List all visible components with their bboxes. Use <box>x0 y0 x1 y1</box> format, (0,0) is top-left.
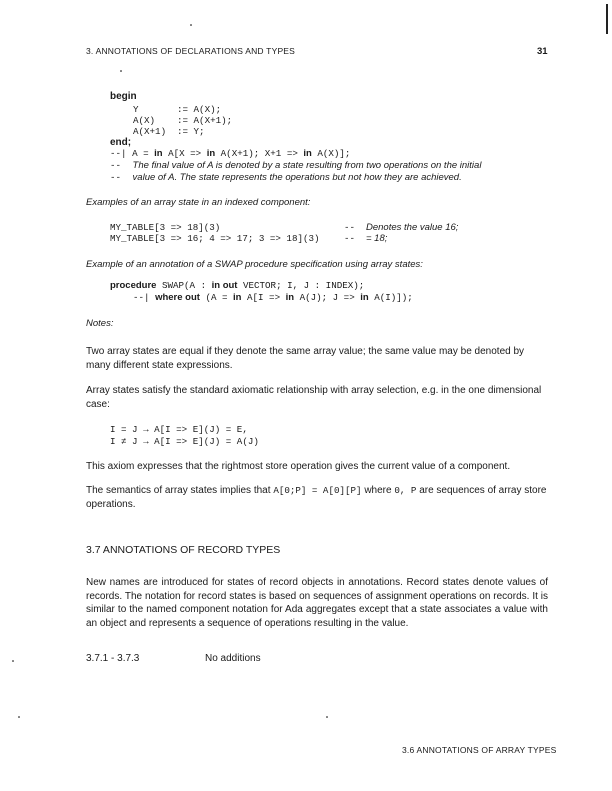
notes-paragraph-2: Array states satisfy the standard axiomatic relationship with array selection, e.g. in the one dimensional case: <box>86 385 542 410</box>
scan-speck <box>326 716 328 718</box>
code-comment-2: -- value of A. The state represents the operations but not how they are achieved. <box>110 172 462 183</box>
page-number: 31 <box>537 46 548 57</box>
example-line-2-comment: = 18; <box>366 233 388 244</box>
running-footer: 3.6 ANNOTATIONS OF ARRAY TYPES <box>402 745 557 755</box>
subsection-text: No additions <box>205 653 261 664</box>
code-end: end; <box>110 137 132 148</box>
notes-paragraph-4: The semantics of array states implies that A[0;P] = A[0][P] where 0, P are sequences of array store operations. <box>86 485 547 510</box>
code-line-2-lhs: A(X) <box>133 115 156 126</box>
swap-annotation-line: --| where out (A = in A[I => in A(J); J => in A(I)]); <box>133 292 413 303</box>
code-begin: begin <box>110 91 137 102</box>
code-line-2-rhs: := A(X+1); <box>177 115 233 126</box>
code-line-1-rhs: := A(X); <box>177 104 222 115</box>
code-comment-1: -- The final value of A is denoted by a state resulting from two operations on the initial <box>110 160 482 171</box>
code-line-3-lhs: A(X+1) <box>133 126 167 137</box>
example-line-2-dash: -- <box>344 233 356 244</box>
section-body: New names are introduced for states of record objects in annotations. Record states denote values of records. The notation for record states is based on sequences of assignment operations on records. It is similar to the named component notation for Ada aggregates except that a state associates a value with an object and represents a sequence of operations resulting in the value. <box>86 577 548 629</box>
swap-procedure-line: procedure SWAP(A : in out VECTOR; I, J : INDEX); <box>110 280 365 291</box>
code-annotation: --| A = in A[X => in A(X+1); X+1 => in A(X)]; <box>110 148 351 159</box>
notes-label: Notes: <box>86 318 114 329</box>
scan-speck <box>12 660 14 662</box>
example-line-1-code: MY_TABLE[3 => 18](3) <box>110 222 221 233</box>
axiom-line-1: I = J → A[I => E](J) = E, <box>110 424 248 435</box>
axiom-line-2: I ≠ J → A[I => E](J) = A(J) <box>110 436 259 447</box>
section-heading: 3.7 ANNOTATIONS OF RECORD TYPES <box>86 544 281 556</box>
scan-speck <box>190 24 192 26</box>
example-line-1-comment: Denotes the value 16; <box>366 222 459 233</box>
notes-paragraph-1: Two array states are equal if they denote the same array value; the same value may be denoted by many different state expressions. <box>86 346 525 371</box>
scan-speck <box>18 716 20 718</box>
scan-speck <box>120 70 122 72</box>
code-line-3-rhs: := Y; <box>177 126 205 137</box>
example-line-1-dash: -- <box>344 222 356 233</box>
subsection-number: 3.7.1 - 3.7.3 <box>86 653 140 664</box>
notes-paragraph-3: This axiom expresses that the rightmost store operation gives the current value of a component. <box>86 461 511 472</box>
caption-swap-example: Example of an annotation of a SWAP procedure specification using array states: <box>86 259 423 270</box>
annotation-prefix: --| <box>110 148 127 159</box>
caption-indexed-examples: Examples of an array state in an indexed component: <box>86 197 311 208</box>
page-edge-mark <box>606 4 608 34</box>
running-header: 3. ANNOTATIONS OF DECLARATIONS AND TYPES <box>86 46 296 56</box>
example-line-2-code: MY_TABLE[3 => 16; 4 => 17; 3 => 18](3) <box>110 233 320 244</box>
code-line-1-lhs: Y <box>133 104 139 115</box>
